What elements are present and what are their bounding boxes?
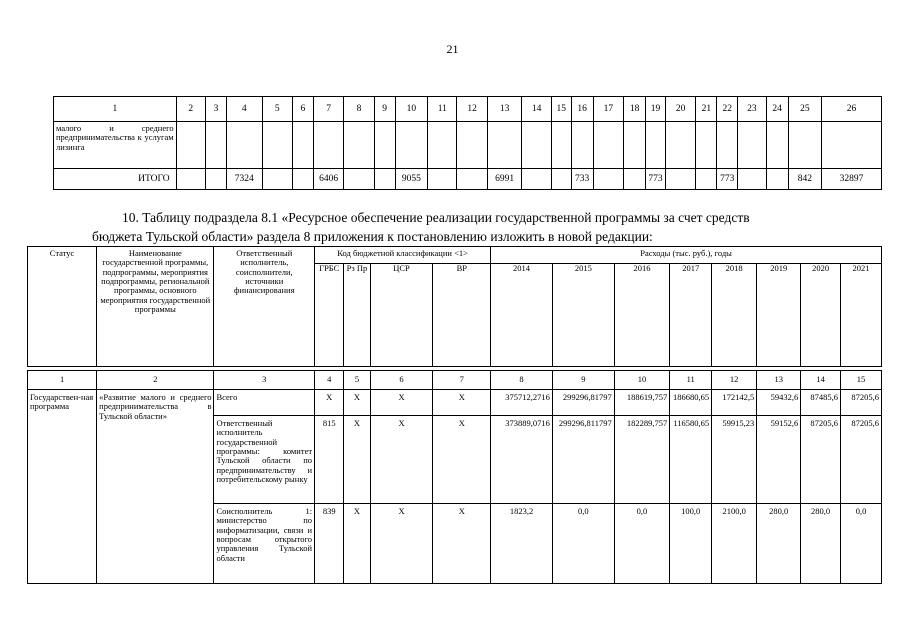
column-number: 12 — [712, 371, 757, 390]
column-number: 15 — [841, 371, 882, 390]
total-value-cell — [624, 169, 646, 190]
column-number: 10 — [614, 371, 670, 390]
total-value-cell: 773 — [646, 169, 666, 190]
value-cell: 299296,811797 — [552, 416, 614, 504]
column-header: 19 — [646, 97, 666, 122]
total-value-cell — [738, 169, 766, 190]
year-header: 2021 — [841, 264, 882, 367]
value-cell: 375712,2716 — [491, 390, 553, 416]
row-label: малого и среднего предпринимательства к услугам лизинга — [54, 122, 177, 169]
column-header: 5 — [262, 97, 292, 122]
rzpr-cell: X — [344, 416, 370, 504]
column-number: 13 — [757, 371, 801, 390]
total-value-cell — [292, 169, 313, 190]
budget-code-header: Код бюджетной классификации <1> — [315, 247, 491, 264]
column-header: 6 — [292, 97, 313, 122]
column-header: 9 — [374, 97, 395, 122]
column-number: 7 — [433, 371, 491, 390]
year-header: 2016 — [614, 264, 670, 367]
column-header: 24 — [766, 97, 788, 122]
table-header-row — [54, 97, 882, 122]
column-header: 23 — [738, 97, 766, 122]
total-value-cell — [374, 169, 395, 190]
column-header: 8 — [344, 97, 374, 122]
column-header: 10 — [395, 97, 427, 122]
vr-cell: X — [433, 504, 491, 584]
column-header: 12 — [457, 97, 487, 122]
column-header: 16 — [571, 97, 593, 122]
total-value-cell: 9055 — [395, 169, 427, 190]
row-label: Ответственный исполнитель государственной программы: комитет Тульской области по предпринимательству и потребительскому рынку — [214, 416, 315, 504]
column-header: 18 — [624, 97, 646, 122]
total-value-cell — [522, 169, 551, 190]
column-header: 26 — [822, 97, 882, 122]
value-cell: 182289,757 — [614, 416, 670, 504]
resource-table — [27, 246, 882, 584]
total-value-cell: 733 — [571, 169, 593, 190]
column-number: 6 — [370, 371, 433, 390]
value-cell: 100,0 — [670, 504, 712, 584]
grbs-cell: 815 — [315, 416, 344, 504]
column-header: 25 — [788, 97, 822, 122]
instruction-line-2: бюджета Тульской области» раздела 8 приложения к постановлению изложить в новой редакции: — [92, 229, 653, 244]
year-header: 2017 — [670, 264, 712, 367]
value-cell: 59152,6 — [757, 416, 801, 504]
value-cell: 0,0 — [552, 504, 614, 584]
total-value-cell: 842 — [788, 169, 822, 190]
table-row — [54, 122, 882, 169]
table-row — [28, 390, 882, 416]
value-cell: 87205,6 — [841, 416, 882, 504]
column-header: 13 — [487, 97, 522, 122]
total-label: ИТОГО — [54, 169, 177, 190]
status-header: Статус — [28, 247, 97, 367]
value-cell: 59915,23 — [712, 416, 757, 504]
value-cell: 280,0 — [801, 504, 841, 584]
value-cell: 116580,65 — [670, 416, 712, 504]
csr-cell: X — [370, 416, 433, 504]
value-cell: 280,0 — [757, 504, 801, 584]
value-cell: 186680,65 — [670, 390, 712, 416]
value-cell: 188619,757 — [614, 390, 670, 416]
total-value-cell — [593, 169, 623, 190]
total-row — [54, 169, 882, 190]
column-number: 8 — [491, 371, 553, 390]
total-value-cell — [344, 169, 374, 190]
vr-cell: X — [433, 416, 491, 504]
column-header: 4 — [226, 97, 262, 122]
column-header: 2 — [176, 97, 205, 122]
total-value-cell: 32897 — [822, 169, 882, 190]
value-cell: 1823,2 — [491, 504, 553, 584]
total-value-cell: 6991 — [487, 169, 522, 190]
continuation-table — [53, 96, 882, 190]
value-cell: 373889,0716 — [491, 416, 553, 504]
value-cell: 299296,81797 — [552, 390, 614, 416]
column-number: 3 — [214, 371, 315, 390]
value-cell: 172142,5 — [712, 390, 757, 416]
column-number: 2 — [97, 371, 214, 390]
value-cell: 87205,6 — [801, 416, 841, 504]
column-header: 11 — [428, 97, 457, 122]
value-cell: 87205,6 — [841, 390, 882, 416]
total-value-cell — [551, 169, 571, 190]
total-value-cell — [696, 169, 717, 190]
column-header: 22 — [717, 97, 738, 122]
row-label: Соисполнитель 1: министерство по информатизации, связи и вопросам открытого управления Тульской области — [214, 504, 315, 584]
status-cell: Государствен-ная программа — [28, 390, 97, 584]
row-label: Всего — [214, 390, 315, 416]
total-value-cell — [766, 169, 788, 190]
year-header: 2019 — [757, 264, 801, 367]
total-value-cell — [665, 169, 695, 190]
total-value-cell: 773 — [717, 169, 738, 190]
total-value-cell — [457, 169, 487, 190]
column-header: 7 — [313, 97, 343, 122]
instruction-line-1: 10. Таблицу подраздела 8.1 «Ресурсное обеспечение реализации государственной программы за счет средств — [122, 210, 750, 225]
rzpr-cell: X — [344, 504, 370, 584]
column-number: 5 — [344, 371, 370, 390]
column-number: 11 — [670, 371, 712, 390]
csr-cell: X — [370, 504, 433, 584]
column-number: 1 — [28, 371, 97, 390]
column-header: 17 — [593, 97, 623, 122]
responsible-header: Ответственный исполнитель, соисполнители, источники финансирования — [214, 247, 315, 367]
csr-header: ЦСР — [370, 264, 433, 367]
total-value-cell: 6406 — [313, 169, 343, 190]
vr-cell: X — [433, 390, 491, 416]
total-value-cell — [176, 169, 205, 190]
csr-cell: X — [370, 390, 433, 416]
year-header: 2018 — [712, 264, 757, 367]
column-number: 14 — [801, 371, 841, 390]
rzpr-header: Рз Пр — [344, 264, 370, 367]
column-header: 14 — [522, 97, 551, 122]
expenses-header: Расходы (тыс. руб.), годы — [491, 247, 882, 264]
grbs-cell: X — [315, 390, 344, 416]
year-header: 2020 — [801, 264, 841, 367]
column-number: 4 — [315, 371, 344, 390]
column-number: 9 — [552, 371, 614, 390]
column-header: 20 — [665, 97, 695, 122]
total-value-cell — [205, 169, 226, 190]
grbs-header: ГРБС — [315, 264, 344, 367]
column-header: 1 — [54, 97, 177, 122]
total-value-cell — [262, 169, 292, 190]
name-header: Наименование государственной программы, подпрограммы, мероприятия подпрограммы, региональной программы, основного мероприятия государственной программы — [97, 247, 214, 367]
header-row-1 — [28, 247, 882, 264]
value-cell: 0,0 — [841, 504, 882, 584]
program-name-cell: «Развитие малого и среднего предпринимательства в Тульской области» — [97, 390, 214, 584]
total-value-cell: 7324 — [226, 169, 262, 190]
column-header: 15 — [551, 97, 571, 122]
value-cell: 2100,0 — [712, 504, 757, 584]
year-header: 2015 — [552, 264, 614, 367]
vr-header: ВР — [433, 264, 491, 367]
grbs-cell: 839 — [315, 504, 344, 584]
year-header: 2014 — [491, 264, 553, 367]
value-cell: 87485,6 — [801, 390, 841, 416]
column-header: 21 — [696, 97, 717, 122]
value-cell: 0,0 — [614, 504, 670, 584]
value-cell: 59432,6 — [757, 390, 801, 416]
total-value-cell — [428, 169, 457, 190]
column-header: 3 — [205, 97, 226, 122]
page-number: 21 — [446, 42, 459, 56]
rzpr-cell: X — [344, 390, 370, 416]
column-number-row — [28, 371, 882, 390]
